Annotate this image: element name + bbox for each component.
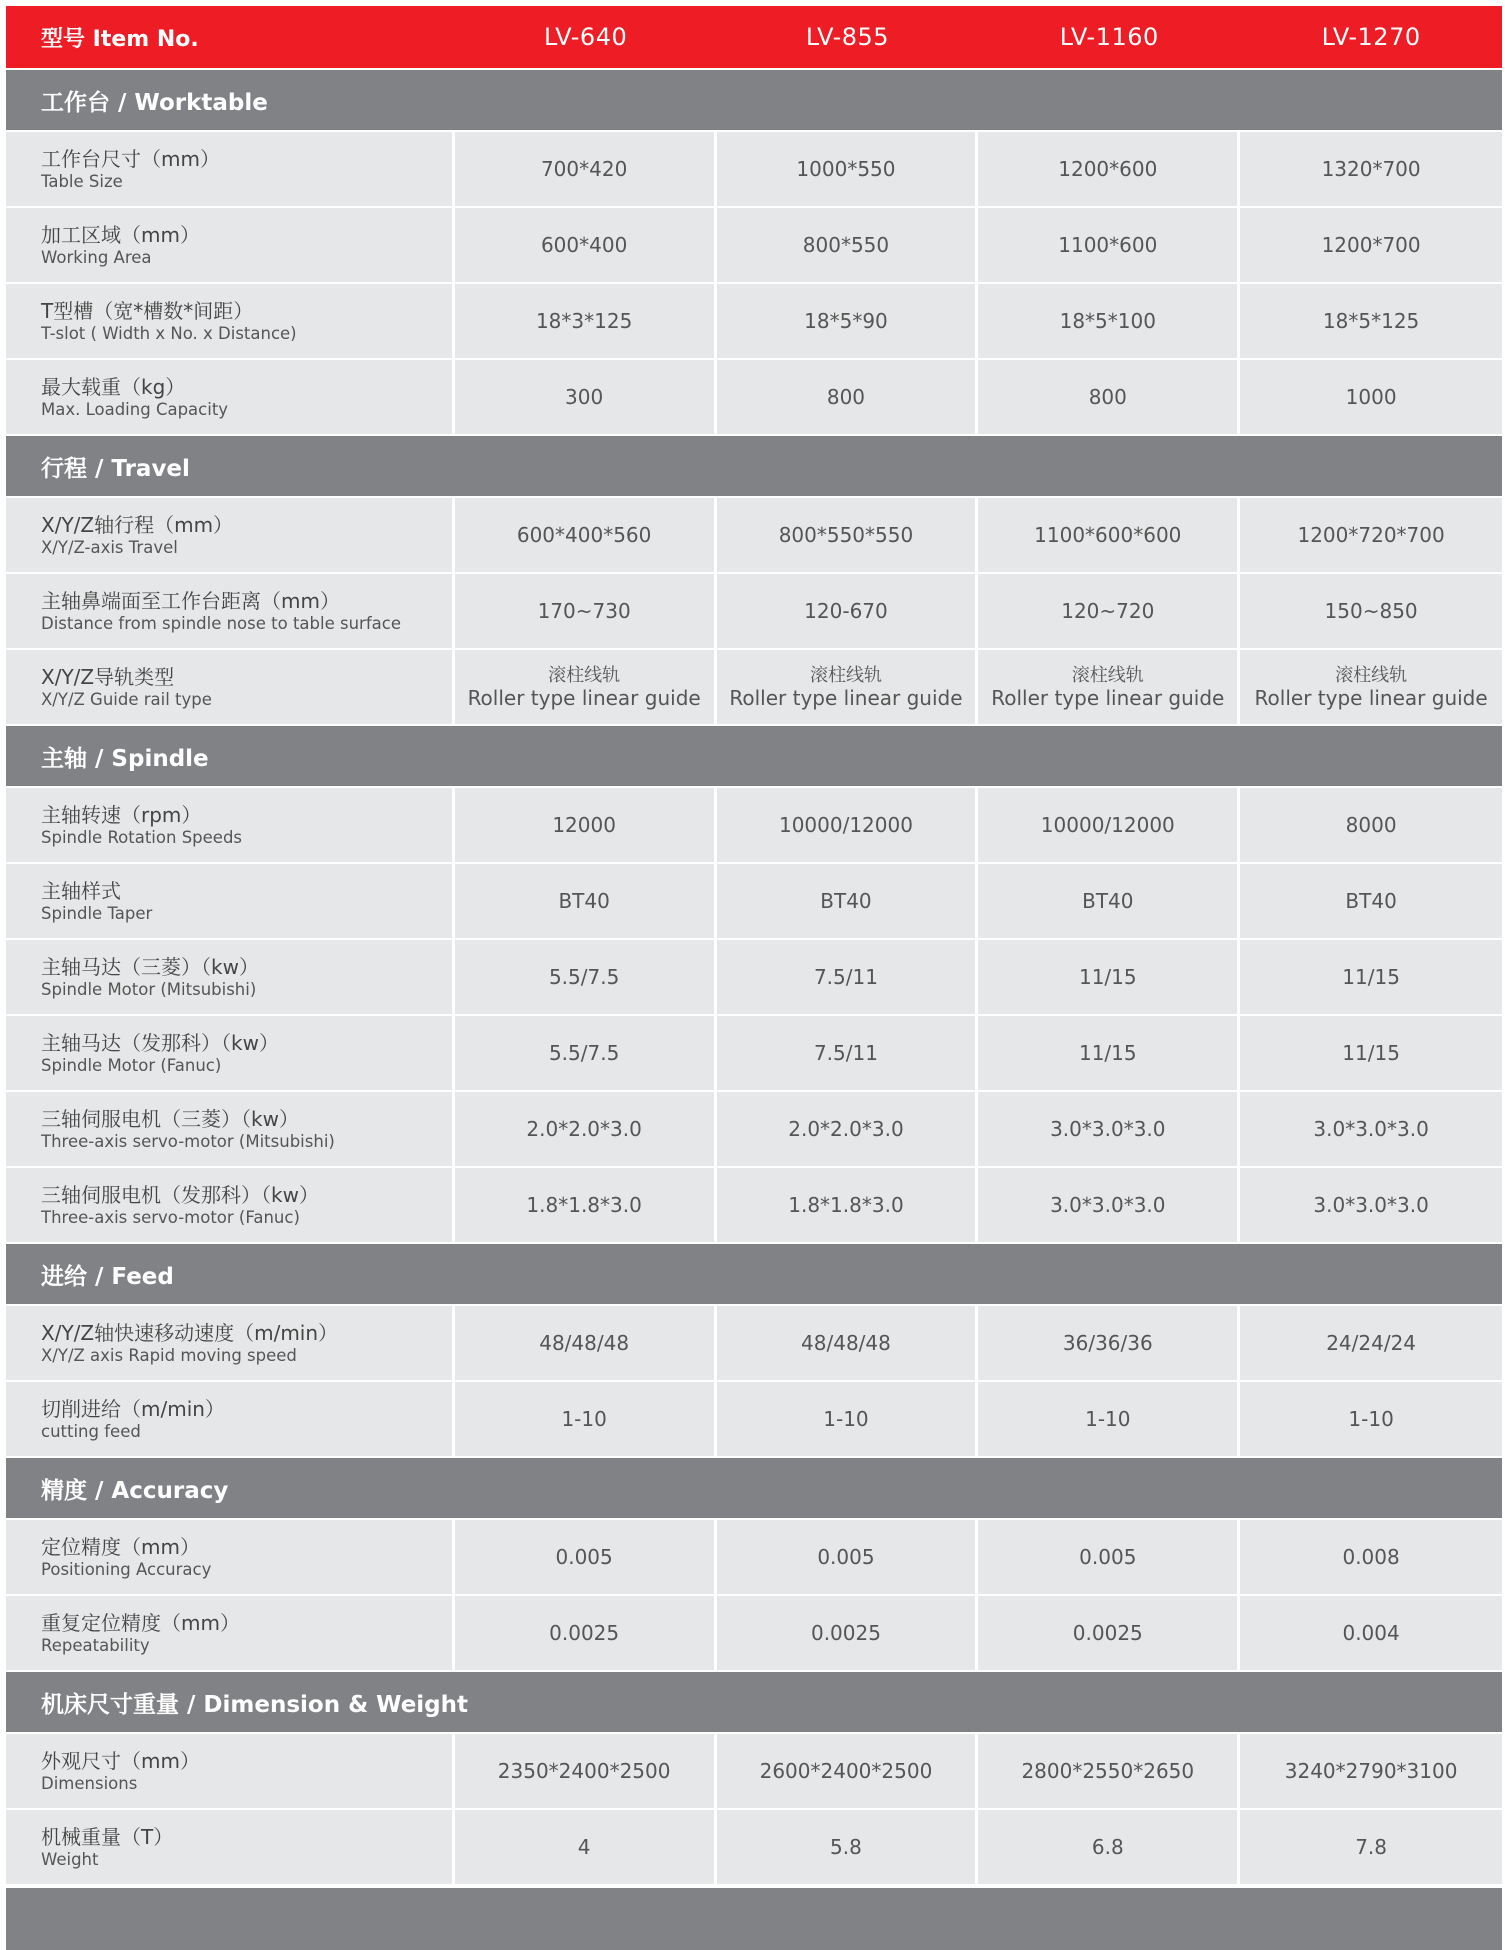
section-header: 进给 / Feed — [6, 1242, 1502, 1304]
value-line-zh: 滚柱线轨 — [809, 665, 882, 686]
section-header: 精度 / Accuracy — [6, 1456, 1502, 1518]
row-label-zh: 定位精度（mm） — [41, 1535, 200, 1559]
row-label-zh: 主轴鼻端面至工作台距离（mm） — [41, 589, 340, 613]
row-label-zh: 主轴马达（发那科）（kw） — [41, 1031, 279, 1055]
spec-table — [6, 6, 1502, 1950]
value-cell: 3.0*3.0*3.0 — [978, 1092, 1240, 1166]
row-label-en: Three-axis servo-motor (Mitsubishi) — [41, 1132, 335, 1151]
item-no-label: 型号 Item No. — [41, 26, 199, 52]
row-label — [6, 1382, 455, 1456]
row-label — [6, 1596, 455, 1670]
row-label-en: cutting feed — [41, 1422, 141, 1441]
value-cell: 1200*700 — [1240, 208, 1502, 282]
value-cell: 2600*2400*2500 — [717, 1734, 979, 1808]
row-label-zh: 加工区域（mm） — [41, 223, 200, 247]
value-cell: 800*550 — [717, 208, 979, 282]
value-cell: 10000/12000 — [978, 788, 1240, 862]
value-line-en: Roller type linear guide — [991, 686, 1225, 710]
value-cell: BT40 — [717, 864, 979, 938]
value-cell: 36/36/36 — [978, 1306, 1240, 1380]
value-cell: 8000 — [1240, 788, 1502, 862]
value-cell: 0.0025 — [455, 1596, 717, 1670]
value-cell: 1000 — [1240, 360, 1502, 434]
value-cell: 11/15 — [1240, 1016, 1502, 1090]
row-label-en: Positioning Accuracy — [41, 1560, 212, 1579]
model-lv-1270: LV-1270 — [1321, 23, 1421, 51]
table-row — [6, 282, 1502, 358]
value-cell: 1-10 — [978, 1382, 1240, 1456]
value-cell: 1200*600 — [978, 132, 1240, 206]
section-header: 行程 / Travel — [6, 434, 1502, 496]
value-cell: 3.0*3.0*3.0 — [978, 1168, 1240, 1242]
row-label — [6, 1016, 455, 1090]
table-row — [6, 1014, 1502, 1090]
row-label-zh: 三轴伺服电机（发那科）（kw） — [41, 1183, 319, 1207]
row-label-en: Three-axis servo-motor (Fanuc) — [41, 1208, 300, 1227]
table-row — [6, 1380, 1502, 1456]
row-label-zh: 主轴样式 — [41, 879, 121, 903]
value-cell: 1320*700 — [1240, 132, 1502, 206]
table-row — [6, 496, 1502, 572]
table-row — [6, 1166, 1502, 1242]
value-cell: 120-670 — [717, 574, 979, 648]
value-cell: 18*5*125 — [1240, 284, 1502, 358]
row-label — [6, 1306, 455, 1380]
row-label-zh: 主轴马达（三菱）（kw） — [41, 955, 259, 979]
value-cell: 11/15 — [1240, 940, 1502, 1014]
row-label-zh: 主轴转速（rpm） — [41, 803, 202, 827]
row-label — [6, 208, 455, 282]
value-cell: 10000/12000 — [717, 788, 979, 862]
value-cell: 120~720 — [978, 574, 1240, 648]
value-cell: 600*400*560 — [455, 498, 717, 572]
row-label-zh: 机械重量（T） — [41, 1825, 174, 1849]
row-label-zh: 重复定位精度（mm） — [41, 1611, 240, 1635]
table-row — [6, 572, 1502, 648]
row-label — [6, 864, 455, 938]
section-header: 机床尺寸重量 / Dimension & Weight — [6, 1670, 1502, 1732]
row-label — [6, 1092, 455, 1166]
table-row — [6, 1518, 1502, 1594]
row-label-en: Spindle Motor (Fanuc) — [41, 1056, 222, 1075]
row-label-en: Max. Loading Capacity — [41, 400, 229, 419]
row-label-en: Table Size — [41, 172, 123, 191]
value-cell: 3.0*3.0*3.0 — [1240, 1168, 1502, 1242]
row-label-en: Spindle Rotation Speeds — [41, 828, 243, 847]
row-label — [6, 650, 455, 724]
value-cell: 7.5/11 — [717, 940, 979, 1014]
value-cell: 7.5/11 — [717, 1016, 979, 1090]
value-cell: 1-10 — [717, 1382, 979, 1456]
row-label-zh: 三轴伺服电机（三菱）（kw） — [41, 1107, 299, 1131]
value-cell: 600*400 — [455, 208, 717, 282]
row-label — [6, 284, 455, 358]
value-cell: 700*420 — [455, 132, 717, 206]
row-label-zh: 外观尺寸（mm） — [41, 1749, 200, 1773]
value-line-en: Roller type linear guide — [729, 686, 963, 710]
value-cell: 48/48/48 — [455, 1306, 717, 1380]
row-label — [6, 788, 455, 862]
table-row — [6, 862, 1502, 938]
row-label-zh: 工作台尺寸（mm） — [41, 147, 220, 171]
row-label — [6, 498, 455, 572]
value-cell: BT40 — [1240, 864, 1502, 938]
row-label-en: X/Y/Z axis Rapid moving speed — [41, 1346, 297, 1365]
value-cell: 48/48/48 — [717, 1306, 979, 1380]
table-row — [6, 648, 1502, 724]
value-cell: 300 — [455, 360, 717, 434]
value-cell: 7.8 — [1240, 1810, 1502, 1884]
value-line-en: Roller type linear guide — [467, 686, 701, 710]
table-row — [6, 1090, 1502, 1166]
table-row — [6, 1808, 1502, 1884]
value-cell: 6.8 — [978, 1810, 1240, 1884]
row-label-en: Distance from spindle nose to table surface — [41, 614, 401, 633]
row-label-en: Spindle Taper — [41, 904, 153, 923]
value-cell: 12000 — [455, 788, 717, 862]
row-label-en: Dimensions — [41, 1774, 138, 1793]
row-label-en: Spindle Motor (Mitsubishi) — [41, 980, 257, 999]
value-cell: 5.5/7.5 — [455, 940, 717, 1014]
row-label-en: X/Y/Z-axis Travel — [41, 538, 178, 557]
value-cell — [978, 650, 1240, 724]
value-cell: 1-10 — [455, 1382, 717, 1456]
table-header — [6, 6, 1502, 68]
row-label — [6, 360, 455, 434]
row-label-zh: X/Y/Z轴快速移动速度（m/min） — [41, 1321, 339, 1345]
value-cell: BT40 — [455, 864, 717, 938]
value-cell: 0.004 — [1240, 1596, 1502, 1670]
row-label — [6, 940, 455, 1014]
table-row — [6, 130, 1502, 206]
value-cell: 800*550*550 — [717, 498, 979, 572]
value-cell: 0.0025 — [978, 1596, 1240, 1670]
row-label — [6, 1520, 455, 1594]
value-cell: 24/24/24 — [1240, 1306, 1502, 1380]
row-label — [6, 574, 455, 648]
value-cell — [455, 650, 717, 724]
value-line-en: Roller type linear guide — [1254, 686, 1488, 710]
value-cell: 4 — [455, 1810, 717, 1884]
row-label-en: Working Area — [41, 248, 152, 267]
row-label-zh: X/Y/Z导轨类型 — [41, 665, 175, 689]
value-cell — [717, 650, 979, 724]
value-cell: 1100*600 — [978, 208, 1240, 282]
row-label-zh: X/Y/Z轴行程（mm） — [41, 513, 234, 537]
model-lv-855: LV-855 — [805, 23, 890, 51]
table-row — [6, 1304, 1502, 1380]
row-label-en: Weight — [41, 1850, 99, 1869]
value-cell: 150~850 — [1240, 574, 1502, 648]
value-cell: 800 — [978, 360, 1240, 434]
row-label — [6, 132, 455, 206]
row-label-en: X/Y/Z Guide rail type — [41, 690, 212, 709]
value-cell: 11/15 — [978, 1016, 1240, 1090]
value-cell: 2350*2400*2500 — [455, 1734, 717, 1808]
value-cell: 800 — [717, 360, 979, 434]
value-cell: 0.0025 — [717, 1596, 979, 1670]
value-cell: 1000*550 — [717, 132, 979, 206]
row-label-zh: 切削进给（m/min） — [41, 1397, 225, 1421]
value-cell: 18*5*100 — [978, 284, 1240, 358]
value-cell: 0.005 — [978, 1520, 1240, 1594]
row-label — [6, 1168, 455, 1242]
value-cell: 1200*720*700 — [1240, 498, 1502, 572]
row-label-en: T-slot ( Width x No. x Distance) — [41, 324, 297, 343]
value-cell: 3.0*3.0*3.0 — [1240, 1092, 1502, 1166]
value-line-zh: 滚柱线轨 — [1335, 665, 1408, 686]
value-cell: 2.0*2.0*3.0 — [455, 1092, 717, 1166]
value-line-zh: 滚柱线轨 — [1071, 665, 1144, 686]
table-row — [6, 1732, 1502, 1808]
value-cell: 18*5*90 — [717, 284, 979, 358]
row-label-en: Repeatability — [41, 1636, 150, 1655]
value-cell: 2.0*2.0*3.0 — [717, 1092, 979, 1166]
table-row — [6, 938, 1502, 1014]
value-cell: 0.005 — [455, 1520, 717, 1594]
value-cell: 3240*2790*3100 — [1240, 1734, 1502, 1808]
value-cell: 11/15 — [978, 940, 1240, 1014]
row-label-zh: T型槽（宽*槽数*间距） — [41, 299, 254, 323]
model-lv-1160: LV-1160 — [1059, 23, 1159, 51]
value-cell: 1.8*1.8*3.0 — [717, 1168, 979, 1242]
row-label-zh: 最大载重（kg） — [41, 375, 186, 399]
row-label — [6, 1734, 455, 1808]
value-line-zh: 滚柱线轨 — [548, 665, 621, 686]
row-label — [6, 1810, 455, 1884]
value-cell: 5.8 — [717, 1810, 979, 1884]
table-row — [6, 786, 1502, 862]
value-cell — [1240, 650, 1502, 724]
value-cell: 170~730 — [455, 574, 717, 648]
value-cell: 0.008 — [1240, 1520, 1502, 1594]
table-row — [6, 1594, 1502, 1670]
value-cell: 1-10 — [1240, 1382, 1502, 1456]
table-row — [6, 358, 1502, 434]
value-cell: 1.8*1.8*3.0 — [455, 1168, 717, 1242]
value-cell: 18*3*125 — [455, 284, 717, 358]
value-cell: 1100*600*600 — [978, 498, 1240, 572]
value-cell: 2800*2550*2650 — [978, 1734, 1240, 1808]
section-header: 主轴 / Spindle — [6, 724, 1502, 786]
value-cell: 0.005 — [717, 1520, 979, 1594]
table-row — [6, 206, 1502, 282]
section-header: 工作台 / Worktable — [6, 68, 1502, 130]
value-cell: BT40 — [978, 864, 1240, 938]
model-lv-640: LV-640 — [544, 23, 628, 51]
table-body — [6, 68, 1502, 1884]
footer-bar — [6, 1886, 1502, 1950]
value-cell: 5.5/7.5 — [455, 1016, 717, 1090]
